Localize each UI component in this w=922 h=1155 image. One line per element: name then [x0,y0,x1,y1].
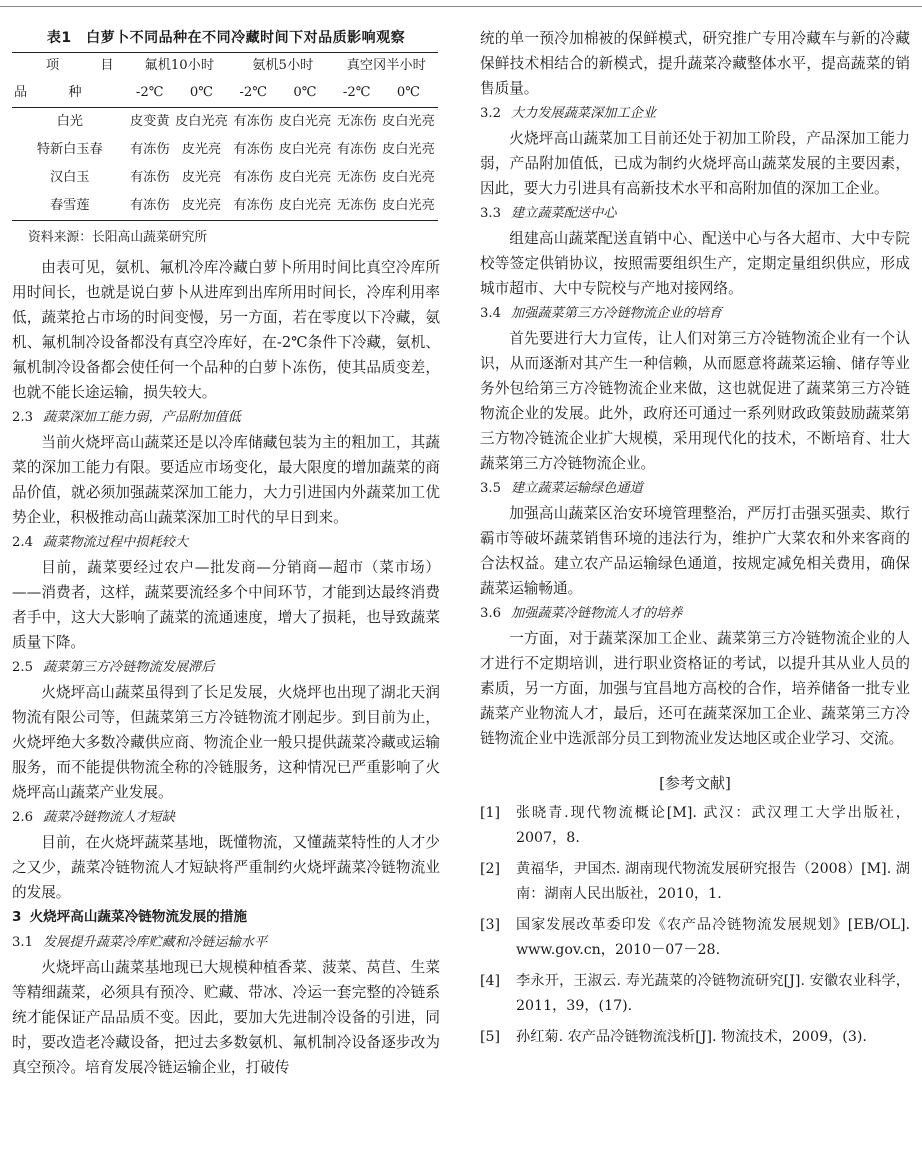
paragraph: 火烧坪高山蔬菜虽得到了长足发展，火烧坪也出现了湖北天润物流有限公司等，但蔬菜第三方冷链物流才刚起步。到目前为止，火烧坪绝大多数冷藏供应商、物流企业一般只提供蔬菜冷藏或运输服务，而不能提供物流全称的冷链服务，这种情况已严重影响了火烧坪高山蔬菜产业发展。 [12,684,440,801]
table-source-note: 资料来源：长阳高山蔬菜研究所 [28,230,208,245]
reference-text: 李永开，王淑云. 寿光蔬菜的冷链物流研究[J]. 安徽农业科学，2011，39，(17). [516,973,910,1014]
reference-text: 张晓青.现代物流概论[M]. 武汉：武汉理工大学出版社，2007，8. [516,805,910,846]
subsection-heading [480,201,910,226]
subsection-title: 发展提升蔬菜冷库贮藏和冷链运输水平 [42,935,268,950]
table-cell: 皮白光亮 [382,114,435,129]
table-row [12,164,438,192]
temp-header: 0℃ [172,79,231,108]
table-cell: 皮光亮 [181,170,222,185]
table-cell: 皮光亮 [181,142,222,157]
table-cell: 皮白光亮 [382,142,435,157]
subsection-title: 建立蔬菜运输绿色通道 [510,481,643,496]
table-cell: 有冻伤 [233,170,273,185]
temp-header: -2℃ [128,79,172,108]
subsection-heading [12,405,440,430]
subsection-number: 3.4 [480,306,501,321]
subsection-number: 3.5 [480,481,501,496]
table-cell: 有冻伤 [233,142,273,157]
page-top-rule [0,0,922,7]
paragraph: 火烧坪高山蔬菜基地现已大规模种植香菜、菠菜、莴苣、生菜等精细蔬菜，必须具有预冷、贮藏、带冰、冷运一套完整的冷链系统才能保证产品品质不变。因此，要加大先进制冷设备的引进，同时，要改造老冷藏设备，把过去多数氨机、氟机制冷设备逐步改为真空预冷。培育发展冷链运输企业，打破传 [12,959,440,1076]
temp-header: -2℃ [335,79,379,108]
table-cell: 皮白光亮 [278,170,332,185]
table-subheader-row [12,79,438,108]
subsection-heading [12,655,440,680]
reference-number: [4] [480,973,501,989]
subsection-title: 建立蔬菜配送中心 [510,206,617,221]
group-header: 氨机5小时 [252,58,314,73]
table-cell: 有冻伤 [129,170,170,185]
subsection-title: 蔬菜深加工能力弱，产品附加值低 [42,410,241,425]
subsection-number: 2.3 [12,410,33,425]
paragraph-continued: 统的单一预冷加棉被的保鲜模式，研究推广专用冷藏车与新的冷藏保鲜技术相结合的新模式，提升蔬菜冷藏整体水平，提高蔬菜的销售质量。 [480,30,910,97]
paragraph: 火烧坪高山蔬菜加工目前还处于初加工阶段，产品深加工能力弱，产品附加值低，已成为制约火烧坪高山蔬菜发展的主要因素，因此，要大力引进具有高新技术水平和高附加值的深加工企业。 [480,130,910,197]
subsection-title: 大力发展蔬菜深加工企业 [510,106,657,121]
paragraph: 组建高山蔬菜配送直销中心、配送中心与各大超市、大中专院校等签定供销协议，按照需要组织生产，定期定量组织供应，形成城市超市、大中专院校与产地对接网络。 [480,230,910,297]
subsection-title: 蔬菜第三方冷链物流发展滞后 [42,660,215,675]
variety-cell: 春雪莲 [50,198,90,213]
table-cell: 皮白光亮 [382,198,435,213]
subsection-number: 3.2 [480,106,501,121]
section-title: 火烧坪高山蔬菜冷链物流发展的措施 [29,909,247,925]
left-column [12,26,440,1080]
table-title: 表1 白萝卜不同品种在不同冷藏时间下对品质影响观察 [46,30,406,46]
reference-number: [1] [480,805,501,821]
paragraph: 由表可见，氨机、氟机冷库冷藏白萝卜所用时间比真空冷库所用时间长，也就是说白萝卜从进库到出库所用时间长，冷库利用率低，蔬菜抢占市场的时间变慢，另一方面，若在零度以下冷藏，氨机、氟机制冷设备都没有真空冷库好，在-2℃条件下冷藏，氨机、氟机制冷设备都会使任何一个品种的白萝卜冻伤，使其品质变差，也就不能长途运输，损失较大。 [12,259,440,401]
paragraph: 加强高山蔬菜区治安环境管理整治，严厉打击强买强卖、欺行霸市等破坏蔬菜销售环境的违法行为，维护广大菜农和外来客商的合法权益。建立农产品运输绿色通道，按规定减免相关费用，确保蔬菜运输畅通。 [480,505,910,597]
section-heading [12,905,440,930]
reference-item [480,913,910,963]
temp-header: 0℃ [379,79,438,108]
reference-number: [3] [480,917,501,933]
reference-text: 黄福华，尹国杰. 湖南现代物流发展研究报告（2008）[M]. 湖南：湖南人民出版社，2010，1. [516,861,910,902]
table-cell: 皮光亮 [181,198,222,213]
reference-number: [2] [480,861,501,877]
reference-item [480,1025,910,1050]
table-header-row [12,53,438,80]
table-cell: 有冻伤 [129,142,170,157]
right-column [480,26,910,1050]
reference-number: [5] [480,1029,501,1045]
reference-text: 国家发展改革委印发《农产品冷链物流发展规划》[EB/OL]. www.gov.cn，2010－07－28. [516,917,910,958]
reference-item [480,801,910,851]
table-cell: 有冻伤 [129,198,170,213]
paragraph: 一方面，对于蔬菜深加工企业、蔬菜第三方冷链物流企业的人才进行不定期培训，进行职业资格证的考试，以提升其从业人员的素质，另一方面，加强与宜昌地方高校的合作，培养储备一批专业蔬菜产业物流人才，最后，还可在蔬菜深加工企业、蔬菜第三方冷链物流企业中选派部分员工到物流业发达地区或企业学习、交流。 [480,630,910,747]
reference-text: 孙红菊. 农产品冷链物流浅析[J]. 物流技术，2009，(3). [516,1029,867,1045]
table-cell: 皮白光亮 [175,114,228,129]
subsection-number: 2.4 [12,535,33,550]
variety-header: 品 种 [12,79,128,108]
variety-cell: 白光 [56,114,83,129]
table-row [12,192,438,221]
subsection-number: 3.1 [12,935,33,950]
table-cell: 皮白光亮 [278,198,332,213]
subsection-heading [480,101,910,126]
table-cell: 皮变黄 [129,114,170,129]
subsection-number: 2.5 [12,660,33,675]
table-cell: 无冻伤 [336,170,377,185]
group-header: 真空冈半小时 [346,58,426,73]
subsection-heading [480,476,910,501]
group-header: 氟机10小时 [144,58,215,73]
reference-item [480,969,910,1019]
subsection-title: 蔬菜冷链物流人才短缺 [42,810,175,825]
subsection-heading [480,301,910,326]
paragraph: 目前，蔬菜要经过农户—批发商—分销商—超市（菜市场）——消费者，这样，蔬菜要流经多个中间环节，才能到达最终消费者手中，这大大影响了蔬菜的流通速度，增大了损耗，也导致蔬菜质量下降。 [12,559,440,651]
paragraph: 目前，在火烧坪蔬菜基地，既懂物流，又懂蔬菜特性的人才少之又少，蔬菜冷链物流人才短缺将严重制约火烧坪蔬菜冷链物流业的发展。 [12,834,440,901]
temp-header: 0℃ [275,79,334,108]
subsection-heading [480,601,910,626]
table-cell: 皮白光亮 [278,142,332,157]
table-cell: 有冻伤 [336,142,377,157]
subsection-title: 加强蔬菜第三方冷链物流企业的培育 [510,306,722,321]
table-cell: 皮白光亮 [382,170,435,185]
subsection-title: 加强蔬菜冷链物流人才的培养 [510,606,683,621]
subsection-number: 3.3 [480,206,501,221]
subsection-title: 蔬菜物流过程中损耗较大 [42,535,189,550]
variety-cell: 特新白玉春 [36,142,103,157]
item-header: 项 目 [46,58,128,73]
subsection-heading [12,805,440,830]
table-cell: 有冻伤 [233,114,273,129]
paragraph: 当前火烧坪高山蔬菜还是以冷库储藏包装为主的粗加工，其蔬菜的深加工能力有限。要适应市场变化，最大限度的增加蔬菜的商品价值，就必须加强蔬菜深加工能力，大力引进国内外蔬菜加工优势企业，积极推动高山蔬菜深加工时代的早日到来。 [12,434,440,526]
subsection-number: 3.6 [480,606,501,621]
table-cell: 有冻伤 [233,198,273,213]
variety-cell: 汉白玉 [50,170,90,185]
subsection-heading [12,930,440,955]
temp-header: -2℃ [231,79,275,108]
table-row [12,136,438,164]
table-row [12,108,438,137]
table-cell: 无冻伤 [336,198,377,213]
subsection-number: 2.6 [12,810,33,825]
section-number: 3 [12,909,22,925]
references-heading: [参考文献] [659,774,731,792]
quality-table [12,52,438,221]
subsection-heading [12,530,440,555]
paragraph: 首先要进行大力宣传，让人们对第三方冷链物流企业有一个认识，从而逐渐对其产生一种信赖，从而愿意将蔬菜运输、储存等业务外包给第三方冷链物流企业来做，这也就促进了蔬菜第三方冷链物流企业的发展。此外，政府还可通过一系列财政政策鼓励蔬菜第三方物冷链流企业扩大规模，采用现代化的技术，不断培育、壮大蔬菜第三方冷链物流企业。 [480,330,910,472]
table-cell: 无冻伤 [336,114,377,129]
table-cell: 皮白光亮 [278,114,332,129]
reference-item [480,857,910,907]
